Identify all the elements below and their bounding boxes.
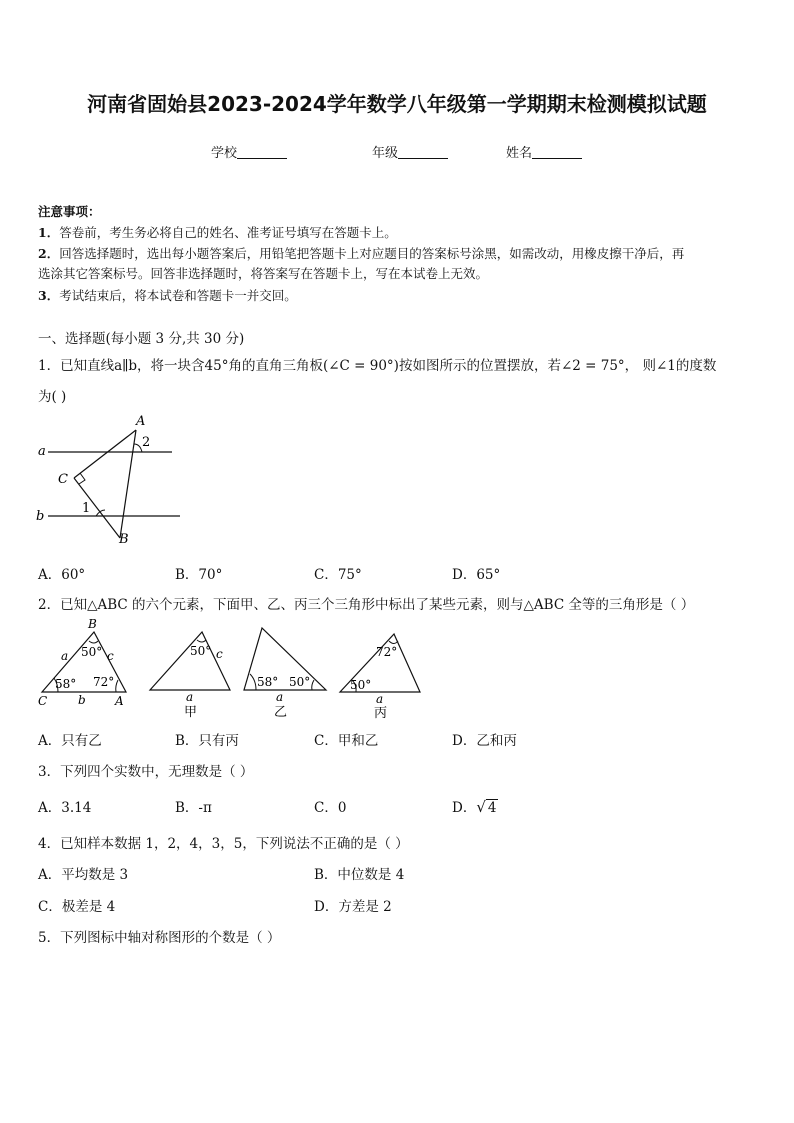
q2-figure	[30, 614, 430, 722]
bing-angle-2-value: 50°	[350, 678, 372, 692]
yi-label-a: a	[276, 690, 284, 704]
yi-angle-1-value: 58°	[257, 675, 279, 689]
q4-option-d[interactable]: D．方差是 2	[314, 899, 392, 915]
q1-stem-line-2: 为( )	[38, 389, 67, 405]
q3-option-d[interactable]	[452, 796, 498, 816]
triangle-bing	[340, 634, 420, 721]
note-2-line-1	[38, 243, 684, 264]
exam-title: 河南省固始县2023-2024学年数学八年级第一学期期末检测模拟试题	[87, 92, 707, 116]
school-blank	[237, 145, 287, 159]
label-a: a	[38, 444, 46, 459]
side-AC	[74, 430, 136, 478]
jia-label-a: a	[186, 690, 194, 704]
section-1-heading: 一、选择题(每小题 3 分,共 30 分)	[38, 331, 245, 347]
yi-name: 乙	[274, 705, 288, 720]
yi-angle-2-arc	[312, 680, 314, 690]
triangle-yi	[244, 628, 326, 720]
q2-option-b[interactable]: B．只有丙	[175, 733, 239, 749]
yi-angle-2-value: 50°	[289, 675, 311, 689]
name-field	[506, 142, 582, 161]
label-a: a	[61, 649, 69, 663]
q2-stem: 2．已知△ABC 的六个元素，下面甲、乙、丙三个三角形中标出了某些元素，则与△ABC 全等的三角形是（ ）	[38, 597, 695, 613]
triangle-jia-shape	[150, 632, 230, 690]
q3-option-a[interactable]: A．3.14	[38, 800, 92, 816]
angle-2-arc	[134, 444, 142, 452]
label-A: A	[136, 414, 146, 429]
name-blank	[532, 145, 582, 159]
label-angle-2: 2	[142, 435, 151, 450]
note-3-number: 3．	[38, 288, 60, 303]
q4-stem: 4．已知样本数据 1，2，4，3，5，下列说法不正确的是（ ）	[38, 836, 409, 852]
triangle-jia	[150, 632, 230, 720]
q1-figure	[30, 410, 190, 550]
triangle-abc	[38, 617, 126, 708]
q2-option-a[interactable]: A．只有乙	[38, 733, 102, 749]
angle-B-value: 50°	[81, 645, 103, 659]
angle-C-value: 58°	[55, 677, 77, 691]
label-C: C	[38, 694, 48, 708]
note-3-text: 考试结束后，将本试卷和答题卡一并交回。	[59, 288, 297, 303]
jia-angle-value: 50°	[190, 644, 212, 658]
q1-option-c[interactable]: C．75°	[314, 567, 362, 583]
bing-label-a: a	[376, 692, 384, 706]
bing-angle-1-value: 72°	[376, 645, 398, 659]
q5-stem: 5．下列图标中轴对称图形的个数是（ ）	[38, 930, 281, 946]
note-2-text-line-1: 回答选择题时，选出每小题答案后，用铅笔把答题卡上对应题目的答案标号涂黑，如需改动，用橡皮擦干净后，再	[59, 246, 685, 261]
jia-name: 甲	[184, 705, 198, 720]
side-AB	[120, 430, 136, 538]
label-C: C	[58, 472, 68, 487]
note-2-number: 2．	[38, 246, 60, 261]
side-CB	[74, 478, 120, 538]
right-angle-mark	[79, 473, 85, 484]
grade-field	[372, 142, 448, 161]
angle-B-arc	[89, 641, 98, 643]
note-3	[38, 285, 297, 306]
grade-label: 年级	[372, 146, 399, 161]
label-A: A	[115, 694, 124, 708]
q4-option-c[interactable]: C．极差是 4	[38, 899, 116, 915]
q2-option-c[interactable]: C．甲和乙	[314, 733, 379, 749]
note-1	[38, 222, 397, 243]
angle-A-value: 72°	[93, 675, 115, 689]
q1-option-d[interactable]: D．65°	[452, 567, 501, 583]
q4-option-b[interactable]: B．中位数是 4	[314, 867, 405, 883]
label-c: c	[107, 649, 114, 663]
school-label: 学校	[211, 146, 238, 161]
q3-option-d-label: D．	[452, 800, 477, 816]
label-B: B	[119, 532, 129, 547]
note-1-text: 答卷前，考生务必将自己的姓名、准考证号填写在答题卡上。	[59, 225, 397, 240]
label-b: b	[78, 693, 86, 707]
bing-name: 丙	[374, 706, 388, 721]
q2-option-d[interactable]: D．乙和丙	[452, 733, 517, 749]
note-1-number: 1．	[38, 225, 60, 240]
sqrt-argument: 4	[487, 800, 497, 816]
angle-A-arc	[116, 680, 118, 692]
q3-option-b[interactable]: B．-π	[175, 800, 212, 816]
q1-option-b[interactable]: B．70°	[175, 567, 223, 583]
note-2-line-2: 选涂其它答案标号。回答非选择题时，将答案写在答题卡上，写在本试卷上无效。	[38, 266, 489, 281]
q1-option-a[interactable]: A．60°	[38, 567, 86, 583]
school-field	[211, 142, 287, 161]
q3-option-c[interactable]: C．0	[314, 800, 347, 816]
yi-angle-1-arc	[250, 674, 256, 690]
notes-heading: 注意事项：	[38, 204, 101, 219]
label-B: B	[88, 617, 97, 631]
jia-label-c: c	[216, 647, 223, 661]
jia-angle-arc	[197, 640, 206, 642]
q1-stem-line-1: 1．已知直线a∥b，将一块含45°角的直角三角板(∠C = 90°)按如图所示的位置摆放，若∠2 = 75°， 则∠1的度数	[38, 358, 717, 374]
name-label: 姓名	[506, 146, 533, 161]
label-angle-1: 1	[82, 501, 91, 516]
sqrt-sign: √	[476, 798, 486, 816]
grade-blank	[398, 145, 448, 159]
q4-option-a[interactable]: A．平均数是 3	[38, 867, 129, 883]
label-b: b	[36, 509, 45, 524]
q3-stem: 3．下列四个实数中，无理数是（ ）	[38, 764, 254, 780]
